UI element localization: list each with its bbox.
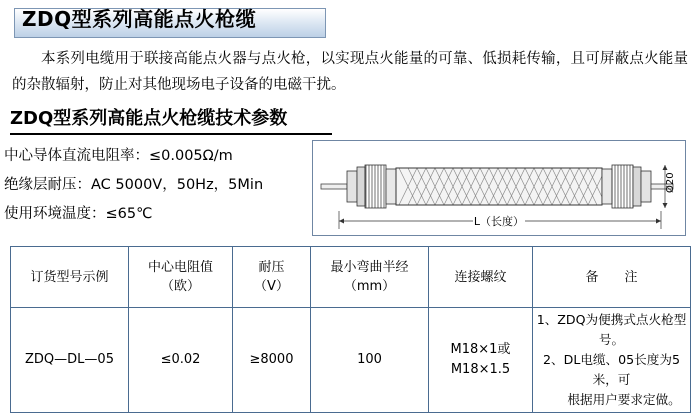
header-notes: 备 注 bbox=[533, 247, 691, 308]
page-title: ZDQ型系列高能点火枪缆 bbox=[22, 7, 257, 31]
cell-bend-radius: 100 bbox=[311, 308, 429, 413]
cell-notes: 1、ZDQ为便携式点火枪型号。 2、DL电缆、05长度为5米，可 根据用户要求定做。 bbox=[533, 308, 691, 413]
spec-item-temperature: 使用环境温度：≤65℃ bbox=[4, 206, 153, 222]
spec-item-insulation: 绝缘层耐压：AC 5000V，50Hz，5Min bbox=[4, 177, 264, 193]
header-resistance: 中心电阻值 （欧） bbox=[129, 247, 233, 308]
parameter-table bbox=[10, 246, 691, 413]
cable-drawing-panel bbox=[312, 140, 686, 236]
cell-thread: M18×1或 M18×1.5 bbox=[429, 308, 533, 413]
table-header-row bbox=[11, 247, 691, 308]
length-label: L（长度） bbox=[473, 215, 525, 228]
cell-voltage: ≥8000 bbox=[233, 308, 311, 413]
diameter-label: Ø20 bbox=[665, 172, 676, 193]
cell-resistance: ≤0.02 bbox=[129, 308, 233, 413]
spec-item-resistivity: 中心导体直流电阻率：≤0.005Ω/m bbox=[4, 148, 233, 164]
cell-model: ZDQ—DL—05 bbox=[11, 308, 129, 413]
header-bend-radius: 最小弯曲半经 （mm） bbox=[311, 247, 429, 308]
header-voltage: 耐压 （V） bbox=[233, 247, 311, 308]
section-heading: ZDQ型系列高能点火枪缆技术参数 bbox=[10, 108, 288, 129]
cable-drawing bbox=[313, 141, 685, 235]
spec-list bbox=[4, 142, 304, 229]
header-thread: 连接螺纹 bbox=[429, 247, 533, 308]
section-underline bbox=[10, 133, 332, 135]
intro-paragraph: 本系列电缆用于联接高能点火器与点火枪，以实现点火能量的可靠、低损耗传输，且可屏蔽点火能量的杂散辐射，防止对其他现场电子设备的电磁干扰。 bbox=[12, 51, 688, 93]
header-model: 订货型号示例 bbox=[11, 247, 129, 308]
table-row bbox=[11, 308, 691, 413]
